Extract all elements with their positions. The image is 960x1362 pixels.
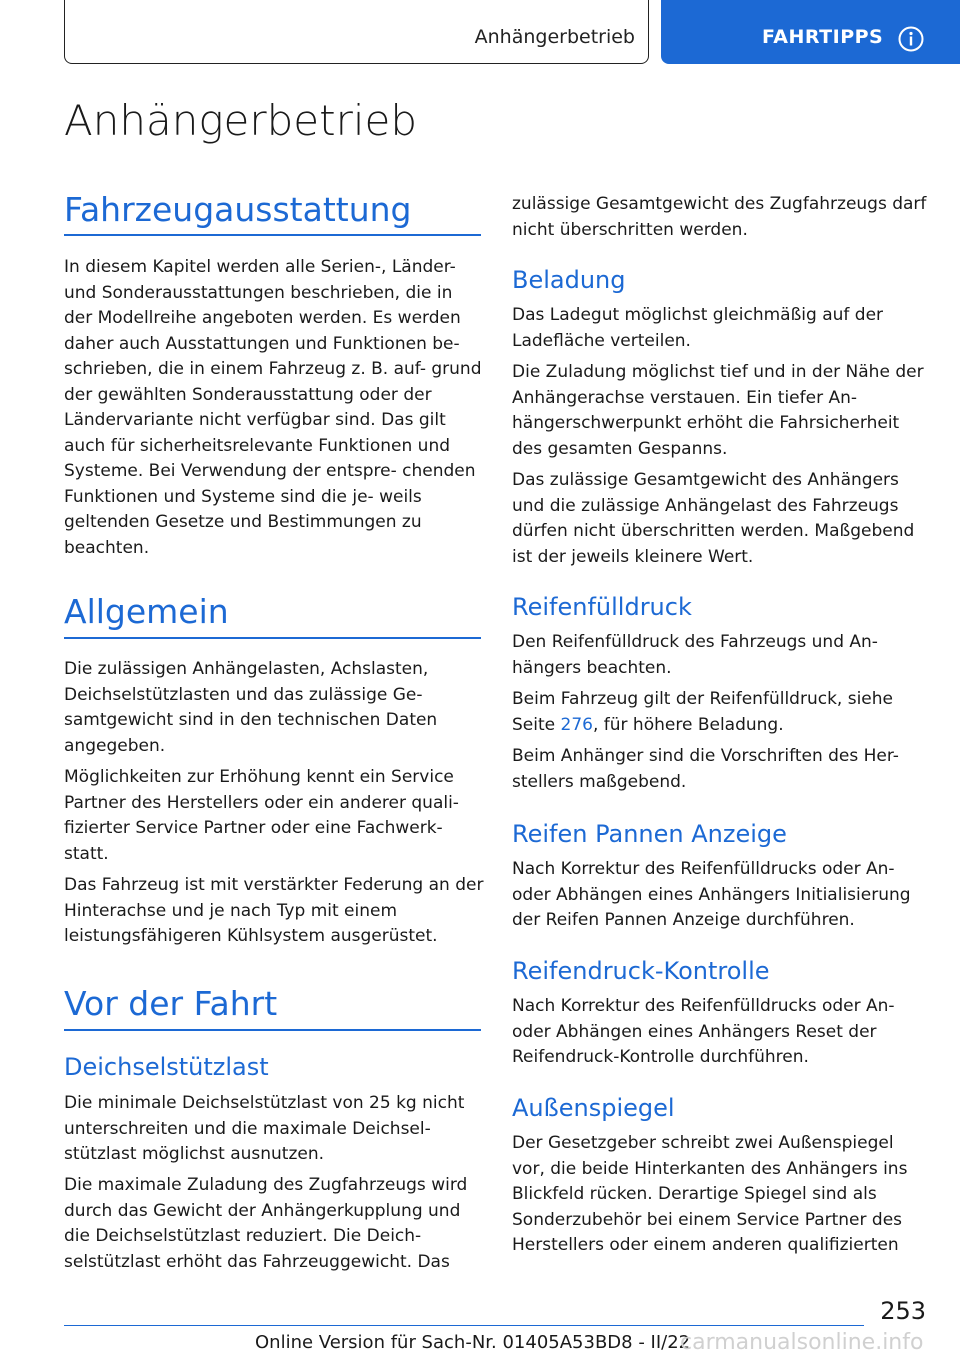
footer-rule [64, 1325, 864, 1326]
heading-rule [64, 234, 481, 236]
paragraph-allgemein-2: Möglichkeiten zur Erhöhung kennt ein Service Partner des Herstellers oder ein anderer quali- fizierter Service Partner oder eine Fachwerk- statt. [64, 767, 459, 864]
paragraph-deichsel-1: Die minimale Deichselstützlast von 25 kg nicht unterschreiten und die maximale Deichsel- stützlast möglichst ausnutzen. [64, 1093, 465, 1164]
heading-rule [64, 637, 481, 639]
paragraph-deichsel-2-cont: zulässige Gesamtgewicht des Zugfahrzeugs darf nicht überschritten werden. [512, 194, 927, 240]
reifenfuelldruck-text-after: , für höhere Beladung. [592, 714, 784, 735]
paragraph-reifenfuelldruck-2 [512, 687, 928, 738]
heading-allgemein: Allgemein [64, 592, 229, 631]
header-section-title: Anhängerbetrieb [474, 26, 635, 48]
heading-reifenfuelldruck: Reifenfülldruck [512, 593, 692, 621]
paragraph-beladung-1: Das Ladegut möglichst gleichmäßig auf der Ladefläche verteilen. [512, 305, 884, 351]
heading-aussenspiegel: Außenspiegel [512, 1094, 675, 1122]
paragraph-allgemein-1: Die zulässigen Anhängelasten, Achslasten, Deichselstützlasten und das zulässige Ge- samtgewicht sind in den technischen Daten angegeben. [64, 659, 438, 756]
paragraph-reifenfuelldruck-3: Beim Anhänger sind die Vorschriften des Her- stellers maßgebend. [512, 746, 899, 792]
paragraph-allgemein-3: Das Fahrzeug ist mit verstärkter Federung an der Hinterachse und je nach Typ mit einem leistungsfähigeren Kühlsystem ausgerüstet. [64, 875, 484, 946]
page-number: 253 [880, 1297, 926, 1325]
watermark: carmanualsonline.info [680, 1330, 924, 1355]
paragraph-reifendruck-kontrolle: Nach Korrektur des Reifenfülldrucks oder An- oder Abhängen eines Anhängers Reset der Reifendruck-Kontrolle durchführen. [512, 996, 895, 1067]
footer-text: Online Version für Sach-Nr. 01405A53BD8 - II/22 [255, 1332, 691, 1353]
page-link-276[interactable]: 276 [560, 714, 593, 735]
heading-deichselstuetzlast: Deichselstützlast [64, 1053, 269, 1081]
paragraph-aussenspiegel: Der Gesetzgeber schreibt zwei Außenspiegel vor, die beide Hinterkanten des Anhängers ins Blickfeld rücken. Derartige Spiegel sind als Sonderzubehör bei einem Service Partner des Herstellers oder einem anderen qualifizierten [512, 1133, 908, 1255]
paragraph-fahrzeugausstattung: In diesem Kapitel werden alle Serien-, Länder- und Sonderausstattungen beschrieben, die in der Modellreihe angeboten werden. Es werden daher auch Ausstattungen und Funktionen be- schrieben, die in einem Fahrzeug z. B. auf- grund der gewählten Sonderausstattung oder der Ländervariante nicht verfügbar sind. Das gilt auch für sicherheitsrelevante Funktionen und Systeme. Bei Verwendung der entspre- chenden Funktionen und Systeme sind die je- weils geltenden Gesetze und Bestimmungen zu beachten. [64, 257, 482, 558]
reifenfuelldruck-text-before: Beim Fahrzeug gilt der Reifenfülldruck, siehe Seite [512, 689, 893, 735]
page-title: Anhängerbetrieb [64, 96, 418, 145]
paragraph-reifen-pannen: Nach Korrektur des Reifenfülldrucks oder An- oder Abhängen eines Anhängers Initialisierung der Reifen Pannen Anzeige durchführen. [512, 859, 911, 930]
heading-vor-der-fahrt: Vor der Fahrt [64, 984, 278, 1023]
header-chapter-tab[interactable] [661, 0, 960, 64]
heading-reifendruck-kontrolle: Reifendruck-Kontrolle [512, 957, 770, 985]
paragraph-deichsel-2: Die maximale Zuladung des Zugfahrzeugs wird durch das Gewicht der Anhängerkupplung und die Deichselstützlast reduziert. Die Deich- selstützlast erhöht das Fahrzeuggewicht. Das [64, 1175, 468, 1272]
heading-reifen-pannen-anzeige: Reifen Pannen Anzeige [512, 820, 787, 848]
paragraph-beladung-3: Das zulässige Gesamtgewicht des Anhängers und die zulässige Anhängelast des Fahrzeugs dürfen nicht überschritten werden. Maßgebend ist der jeweils kleinere Wert. [512, 470, 915, 567]
header-chapter-label: FAHRTIPPS [762, 26, 884, 48]
paragraph-reifenfuelldruck-1: Den Reifenfülldruck des Fahrzeugs und An- hängers beachten. [512, 632, 878, 678]
heading-beladung: Beladung [512, 266, 626, 294]
heading-fahrzeugausstattung: Fahrzeugausstattung [64, 190, 412, 229]
heading-rule [64, 1029, 481, 1031]
paragraph-beladung-2: Die Zuladung möglichst tief und in der Nähe der Anhängerachse verstauen. Ein tiefer An- hängerschwerpunkt erhöht die Fahrsicherheit des gesamten Gespanns. [512, 362, 924, 459]
info-icon[interactable] [898, 26, 924, 52]
